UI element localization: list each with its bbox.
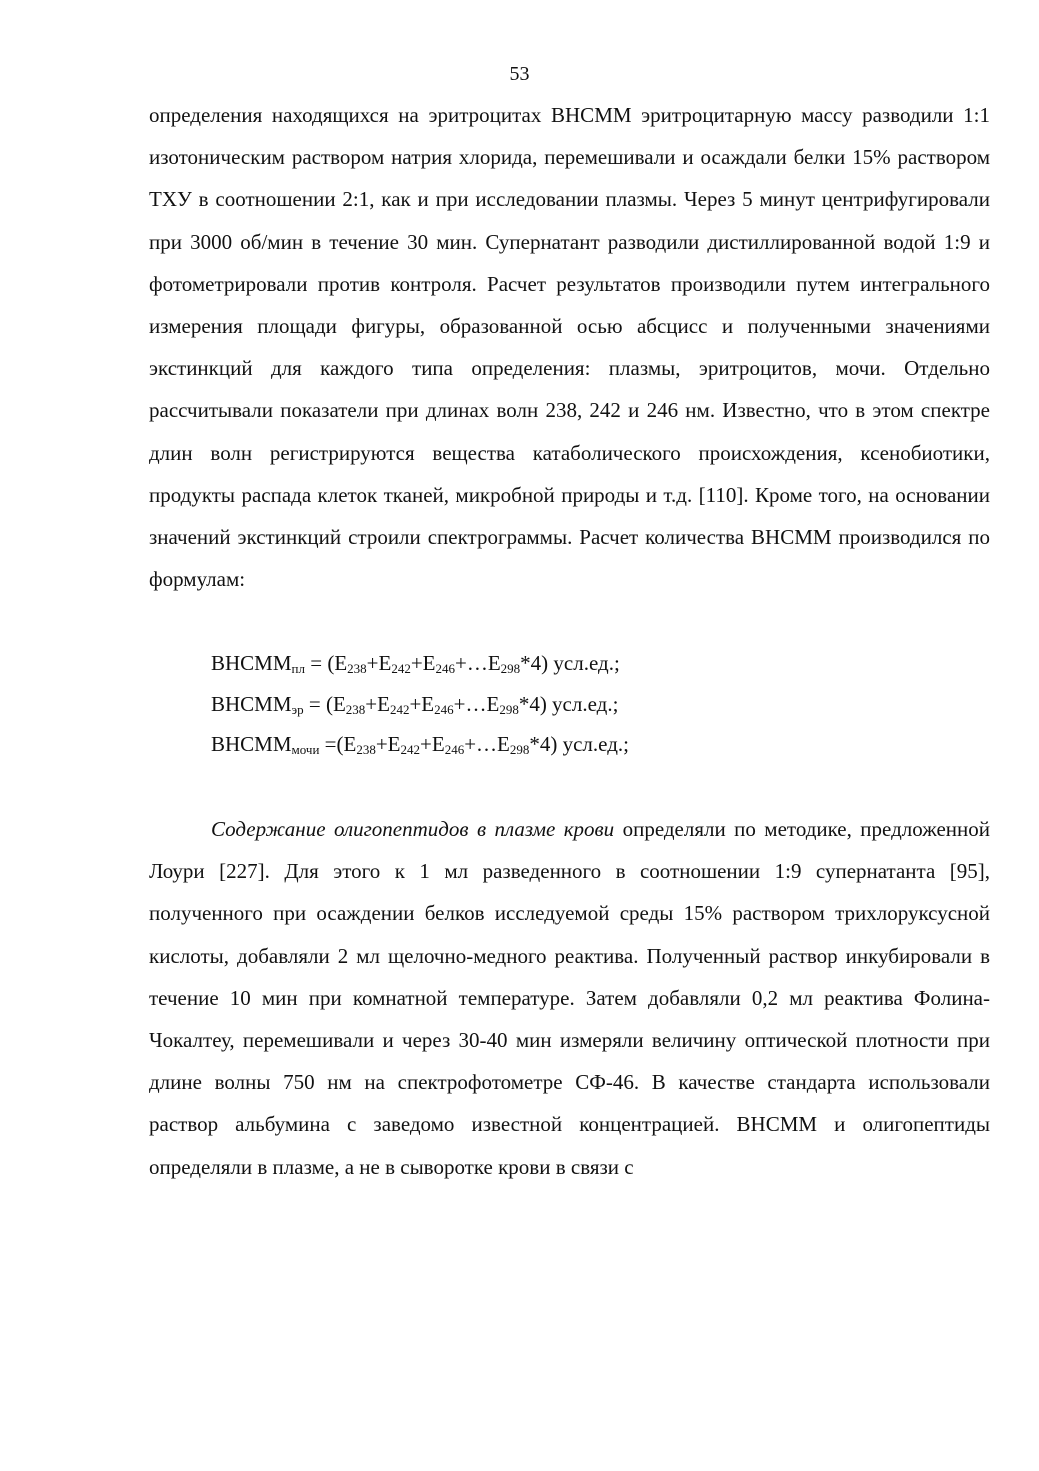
- formula-term-subscript: 242: [389, 701, 410, 717]
- paragraph-oligopeptides: [149, 808, 990, 1188]
- formula-term-subscript: 238: [345, 701, 366, 717]
- formula-equals: =(: [319, 732, 344, 757]
- paragraph-lead-italic: Содержание олигопептидов в плазме крови: [211, 816, 615, 841]
- formula-term-subscript: 238: [356, 742, 376, 758]
- formula-lhs-subscript: пл: [291, 661, 305, 677]
- formula-equals: = (: [304, 651, 335, 676]
- formula-term-subscript: 238: [347, 661, 367, 677]
- paragraph-body: определяли по методике, предложенной Лоури [227]. Для этого к 1 мл разведенного в соотношении 1:9 супернатанта [95], полученного при осаждении белков исследуемой среды 15% раствором трихлоруксусной кислоты, добавляли 2 мл щелочно-медного реактива. Полученный раствор инкубировали в течение 10 мин при комнатной температуре. Затем добавляли 0,2 мл реактива Фолина-Чокалтеу, перемешивали и через 30-40 мин измеряли величину оптической плотности при длине волны 750 нм на спектрофотометре СФ-46. В качестве стандарта использовали раствор альбумина с заведомо известной концентрацией. ВНСММ и олигопептиды определяли в плазме, а не в сыворотке крови в связи с: [149, 816, 990, 1179]
- paragraph-method-erythrocytes: определения находящихся на эритроцитах ВНСММ эритроцитарную массу разводили 1:1 изотоническим раствором натрия хлорида, перемешивали и осаждали белки 15% раствором ТХУ в соотношении 2:1, как и при исследовании плазмы. Через 5 минут центрифугировали при 3000 об/мин в течение 30 мин. Супернатант разводили дистиллированной водой 1:9 и фотометрировали против контроля. Расчет результатов производили путем интегрального измерения площади фигуры, образованной осью абсцисс и полученными значениями экстинкций для каждого типа определения: плазмы, эритроцитов, мочи. Отдельно рассчитывали показатели при длинах волн 238, 242 и 246 нм. Известно, что в этом спектре длин волн регистрируются вещества катаболического происхождения, ксенобиотики, продукты распада клеток тканей, микробной природы и т.д. [110]. Кроме того, на основании значений экстинкций строили спектрограммы. Расчет количества ВНСММ производился по формулам:: [149, 103, 990, 592]
- formula-term: +…E: [464, 732, 510, 757]
- formula-lhs-subscript: эр: [291, 701, 304, 717]
- formula-lhs: ВНСММ: [211, 651, 292, 676]
- formula-term-subscript: 298: [509, 742, 530, 758]
- formula-lhs: ВНСММ: [211, 732, 292, 757]
- formula-term: +E: [375, 732, 401, 757]
- formula-erythrocytes: [211, 684, 990, 725]
- formula-urine: [211, 724, 990, 765]
- formula-lhs-subscript: мочи: [291, 742, 320, 758]
- formula-term: E: [343, 732, 357, 757]
- formula-block: [149, 643, 990, 765]
- formula-tail: *4) усл.ед.;: [518, 691, 619, 716]
- formula-tail: *4) усл.ед.;: [529, 732, 629, 757]
- formula-term: +E: [409, 691, 435, 716]
- formula-term-subscript: 298: [500, 661, 521, 677]
- formula-tail: *4) усл.ед.;: [520, 651, 620, 676]
- formula-lhs: ВНСММ: [211, 691, 292, 716]
- page-body: [149, 94, 990, 1188]
- formula-term: +E: [410, 651, 436, 676]
- formula-plasma: [211, 643, 990, 684]
- formula-term: +E: [366, 651, 392, 676]
- formula-term: +…E: [455, 651, 501, 676]
- formula-term-subscript: 242: [391, 661, 411, 677]
- formula-term-subscript: 246: [444, 742, 465, 758]
- formula-term: +…E: [453, 691, 500, 716]
- formula-term-subscript: 246: [434, 701, 454, 717]
- formula-term: +E: [365, 691, 390, 716]
- page-number: 53: [509, 63, 530, 85]
- formula-term: E: [332, 691, 346, 716]
- formula-term-subscript: 242: [400, 742, 421, 758]
- formula-term: E: [334, 651, 348, 676]
- formula-term-subscript: 298: [499, 701, 519, 717]
- formula-term-subscript: 246: [435, 661, 455, 677]
- formula-term: +E: [420, 732, 445, 757]
- formula-equals: = (: [303, 691, 333, 716]
